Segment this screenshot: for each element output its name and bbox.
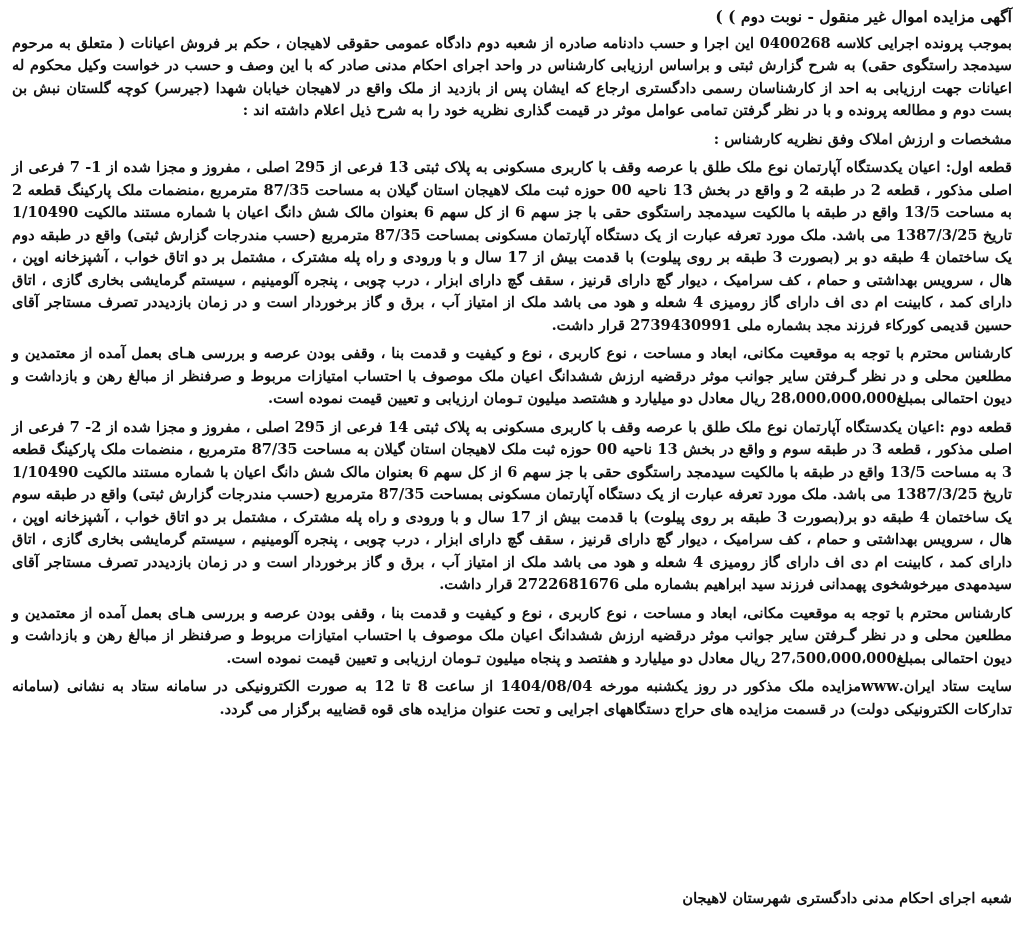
issuer-signature: شعبه اجرای احکام مدنی دادگستری شهرستان لاهیجان [682, 889, 1012, 907]
lot1-description: قطعه اول: اعیان یکدستگاه آپارتمان نوع ملک طلق با عرصه وقف با کاربری مسکونی به پلاک ثبتی 13 فرعی از 295 اصلی ، مفروز و مجزا شده از 1- 7 فرعی از اصلی مذکور ، قطعه 2 در طبقه 2 و واقع در بخش 13 ناحیه 00 حوزه ثبت ملک لاهیجان استان گیلان به مساحت 87/35 مترمربع ،منضمات ملک پارکینگ قطعه 2 به مساحت 13/5 واقع در طبقه با مالکیت سیدمجد راستگوی حقی با جز سهم 6 از کل سهم 6 بعنوان مالک شش دانگ اعیان با شماره مستند مالکیت 1/10490 تاریخ 1387/3/25 می باشد. ملک مورد تعرفه عبارت از یک دستگاه آپارتمان مسکونی بمساحت 87/35 مترمربع (حسب مندرجات گزارش ثبتی) واقع در طبقه دوم یک ساختمان 4 طبقه دو بر (بصورت 3 طبقه بر روی پیلوت) با قدمت بیش از 17 سال و با ورودی و راه پله مشترک ، مشتمل بر دو اتاق خواب ، آشپزخانه اوپن ، هال ، سرویس بهداشتی و حمام ، کف سرامیک ، دیوار گچ دارای قرنیز ، سقف گچ دارای ابزار ، درب چوبی ، پنجره آلومینیم ، سیستم گرمایشی بخاری گازی ، اتاق دارای کمد ، کابینت ام دی اف دارای گاز رومیزی 4 شعله و هود می باشد ملک از امتیاز آب ، برق و گاز برخوردار است و در زمان بازدیددر تصرف مستاجر آقای حسین قدیمی کورکاء فرزند مجد بشماره ملی 2739430991 قرار داشت. [12, 159, 1013, 334]
specs-heading: مشخصات و ارزش املاک وفق نظریه کارشناس : [713, 130, 1012, 148]
notice-title: آگهی مزایده اموال غیر منقول - نوبت دوم ) ) [715, 7, 1012, 26]
lot2-valuation: کارشناس محترم با توجه به موقعیت مکانی، ابعاد و مساحت ، نوع کاربری ، نوع و کیفیت و قدمت بنا ، وقفی بودن عرصه و بررسی هـای بعمل آمده از معتمدین و مطلعین محلی و در نظر گـرفتن سایر جوانب موثر درقضیه ارزش ششدانگ اعیان ملک موصوف با احتساب امتیازات مربوط و صرفنظر از مبالغ رهن و بازداشت و دیون احتمالی بمبلغ27،500،000،000 ریال معادل دو میلیارد و هفتصد و پنجاه میلیون تـومان ارزیابی و تعیین قیمت نموده است. [12, 604, 1012, 667]
auction-info: سایت ستاد ایران.wwwمزایده ملک مذکور در روز یکشنبه مورخه 1404/08/04 از ساعت 8 تا 12 به صورت الکترونیکی در سامانه ستاد به نشانی (سامانه تدارکات الکترونیکی دولت) در قسمت مزایده های حراج دستگاههای اجرایی و تحت عنوان مزایده های قوه قضاییه برگزار می گردد. [12, 678, 1013, 718]
lot2-description: قطعه دوم :اعیان یکدستگاه آپارتمان نوع ملک طلق با عرصه وقف با کاربری مسکونی به پلاک ثبتی 14 فرعی از 295 اصلی ، مفروز و مجزا شده از 2- 7 فرعی از اصلی مذکور ، قطعه 3 در طبقه سوم و واقع در بخش 13 ناحیه 00 حوزه ثبت ملک لاهیجان استان گیلان به مساحت 87/35 مترمربع ، منضمات ملک پارکینگ قطعه 3 به مساحت 13/5 واقع در طبقه با مالکیت سیدمجد راستگوی حقی با جز سهم 6 از کل سهم 6 بعنوان مالک شش دانگ اعیان با شماره مستند مالکیت 1/10490 تاریخ 1387/3/25 می باشد. ملک مورد تعرفه عبارت از یک دستگاه آپارتمان مسکونی بمساحت 87/35 مترمربع (حسب مندرجات گزارش ثبتی) واقع در طبقه سوم یک ساختمان 4 طبقه دو بر(بصورت 3 طبقه بر روی پیلوت) با قدمت بیش از 17 سال و با ورودی و راه پله مشترک ، مشتمل بر دو اتاق خواب ، آشپزخانه اوپن ، هال ، سرویس بهداشتی و حمام ، کف سرامیک ، دیوار گچ دارای قرنیز ، سقف گچ دارای ابزار ، درب چوبی ، پنجره آلومینیم ، سیستم گرمایشی بخاری گازی ، اتاق دارای کمد ، کابینت ام دی اف دارای گاز رومیزی 4 شعله و هود می باشد ملک از امتیاز آب ، برق و گاز برخوردار است و در زمان بازدیددر تصرف مستاجر آقای سیدمهدی میرخوشخوی پهمدانی فرزند سید ابراهیم بشماره ملی 2722681676 قرار داشت. [12, 418, 1013, 593]
intro-paragraph: بموجب پرونده اجرایی کلاسه 0400268 این اجرا و حسب دادنامه صادره از شعبه دوم دادگاه عمومی حقوقی لاهیجان ، حکم بر فروش اعیانات ( متعلق به مرحوم سیدمجد راستگوی حقی) به شرح گزارش ثبتی و براساس ارزیابی کارشناس در واحد اجرای احکام مدنی صادر که با این وصف و حسب در خواست وکیل محکوم له اعیانات جهت ارزیابی به احد از کارشناسان رسمی دادگستری ارجاع که ایشان پس از بازدید از ملک واقع در لاهیجان خیابان شهدا (جیرسر) کوچه گلستان نبش بن بست دوم و مطالعه پرونده و با در نظر گرفتن تمامی عوامل موثر در قیمت گذاری نظریه خود را به شرح ذیل اعلام داشته اند : [12, 34, 1012, 119]
lot1-valuation: کارشناس محترم با توجه به موقعیت مکانی، ابعاد و مساحت ، نوع کاربری ، نوع و کیفیت و قدمت بنا ، وقفی بودن عرصه و بررسی هـای بعمل آمده از معتمدین و مطلعین محلی و در نظر گـرفتن سایر جوانب موثر درقضیه ارزش ششدانگ اعیان ملک موصوف با احتساب امتیازات مربوط و صرفنظر از مبالغ رهن و بازداشت و دیون احتمالی بمبلغ28،000،000،000 ریال معادل دو میلیارد و هشتصد میلیون تـومان ارزیابی و تعیین قیمت نموده است. [12, 345, 1012, 407]
